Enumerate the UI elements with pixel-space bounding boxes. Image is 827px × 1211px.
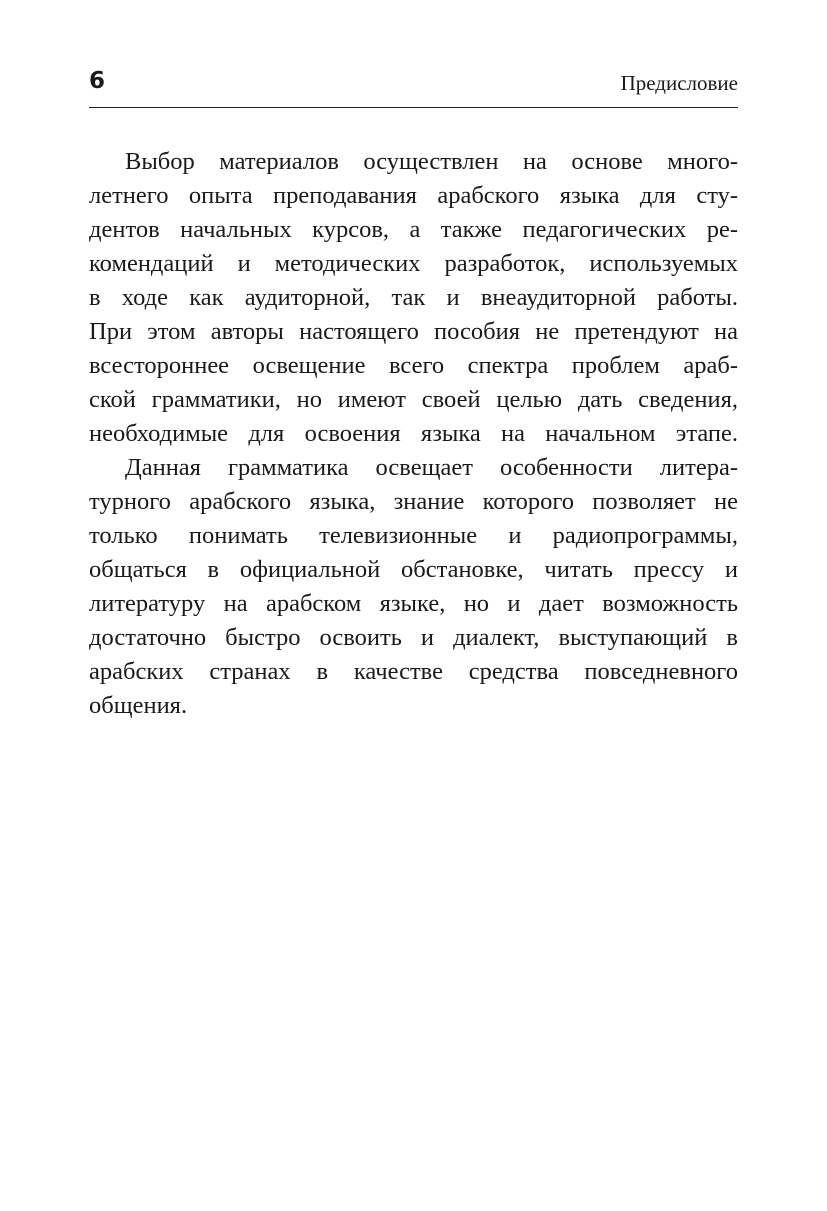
text-line: общаться в официальной обстановке, читать прессу и (89, 556, 738, 583)
running-header (89, 66, 738, 96)
text-line: только понимать телевизионные и радиопрограммы, (89, 522, 738, 549)
text-line: необходимые для освоения языка на начальном этапе. (89, 420, 738, 447)
text-line: Выбор материалов осуществлен на основе много- (125, 148, 738, 175)
text-line: При этом авторы настоящего пособия не претендуют на (89, 318, 738, 345)
text-line: достаточно быстро освоить и диалект, выступающий в (89, 624, 738, 651)
text-line: общения. (89, 692, 188, 719)
text-line: всестороннее освещение всего спектра проблем араб- (89, 352, 738, 379)
chapter-title: Предисловие (620, 71, 738, 95)
page-number: 6 (89, 68, 106, 94)
text-line: комендаций и методических разработок, используемых (89, 250, 738, 277)
text-line: арабских странах в качестве средства повседневного (89, 658, 738, 685)
text-line: дентов начальных курсов, а также педагогических ре- (89, 216, 738, 243)
text-line: Данная грамматика освещает особенности литера- (125, 454, 738, 481)
body-text (89, 145, 738, 723)
text-line: летнего опыта преподавания арабского языка для сту- (89, 182, 738, 209)
text-line: турного арабского языка, знание которого позволяет не (89, 488, 738, 515)
header-divider (89, 107, 738, 108)
text-line: литературу на арабском языке, но и дает возможность (89, 590, 738, 617)
text-line: ской грамматики, но имеют своей целью дать сведения, (89, 386, 738, 413)
text-line: в ходе как аудиторной, так и внеаудиторной работы. (89, 284, 738, 311)
paragraph-2 (89, 451, 738, 723)
paragraph-1 (89, 145, 738, 451)
